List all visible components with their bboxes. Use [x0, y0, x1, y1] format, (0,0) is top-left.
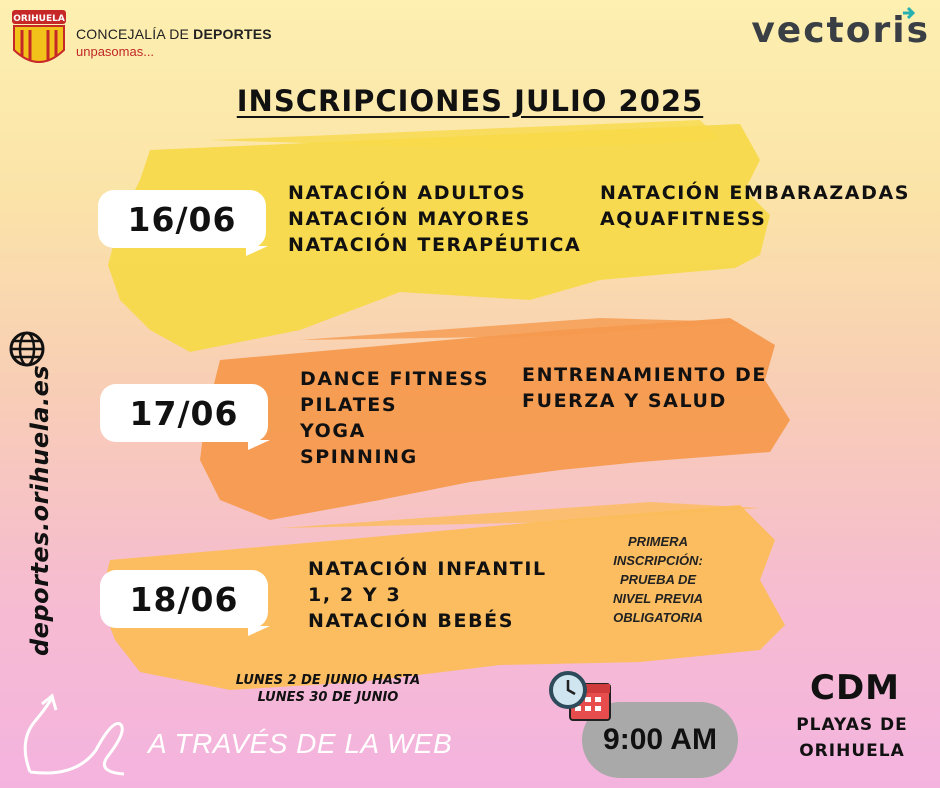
activity: PILATES [300, 394, 398, 416]
date-bubble-3: 18/06 [100, 570, 268, 628]
activity: SPINNING [300, 446, 418, 468]
activity: NATACIÓN TERAPÉUTICA [288, 234, 582, 256]
activity-list-2a [300, 366, 489, 470]
activity: AQUAFITNESS [600, 208, 767, 230]
activity: NATACIÓN INFANTIL [308, 558, 547, 580]
venue-name: PLAYAS DE ORIHUELA [796, 715, 908, 761]
activity-list-2b [522, 362, 767, 414]
activity: NATACIÓN MAYORES [288, 208, 531, 230]
clock-calendar-icon [548, 668, 614, 724]
activity: NATACIÓN EMBARAZADAS [600, 182, 911, 204]
activity: 1, 2 Y 3 [308, 584, 402, 606]
globe-icon [8, 330, 46, 368]
activity-list-3 [308, 556, 547, 634]
activity: YOGA [300, 420, 366, 442]
activity: NATACIÓN BEBÉS [308, 610, 515, 632]
activity-list-1a [288, 180, 581, 258]
concejalia-title: CONCEJALÍA DE DEPORTES [76, 26, 272, 42]
shield-logo-icon [8, 8, 70, 74]
activity: FUERZA Y SALUD [522, 390, 727, 412]
requirement-note: PRIMERA INSCRIPCIÓN: PRUEBA DE NIVEL PREVIA OBLIGATORIA [612, 534, 704, 625]
activity: NATACIÓN ADULTOS [288, 182, 527, 204]
bubble-tail [248, 440, 270, 450]
arrow-icon [902, 6, 916, 20]
curved-arrow-icon [16, 690, 136, 780]
bubble-tail [246, 246, 268, 256]
slogan: unpasomas... [76, 44, 155, 59]
brush-orange [200, 318, 790, 520]
website-url[interactable]: deportes.orihuela.es [26, 364, 54, 656]
via-web-label: A TRAVÉS DE LA WEB [148, 728, 453, 759]
date-bubble-2: 17/06 [100, 384, 268, 442]
activity: DANCE FITNESS [300, 368, 490, 390]
svg-text:ORIHUELA: ORIHUELA [13, 14, 65, 24]
date-bubble-1: 16/06 [98, 190, 266, 248]
start-time: 9:00 AM [582, 702, 738, 778]
sponsor-logo: vectoris [751, 10, 930, 51]
activity-list-1b [600, 180, 910, 232]
cdm-logo: CDM [810, 668, 901, 708]
bubble-tail [248, 626, 270, 636]
activity: ENTRENAMIENTO DE [522, 364, 767, 386]
page-title: INSCRIPCIONES JULIO 2025 [236, 84, 704, 118]
date-range: LUNES 2 DE JUNIO HASTA LUNES 30 DE JUNIO [235, 673, 421, 705]
